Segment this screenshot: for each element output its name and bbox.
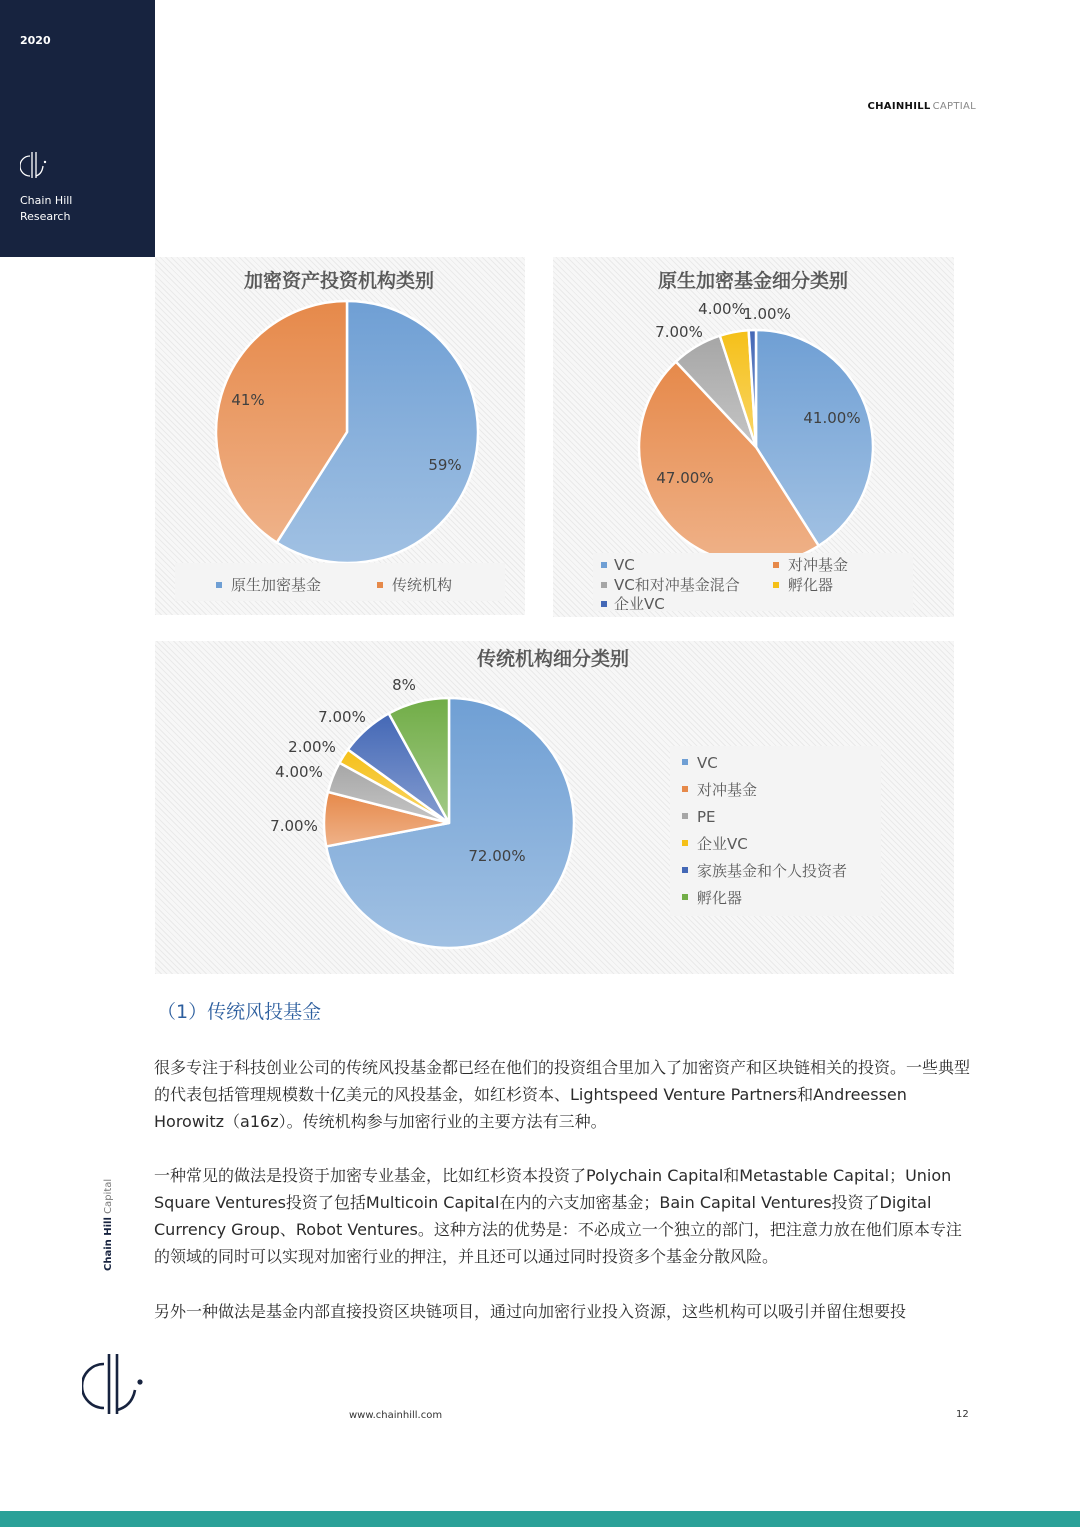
section-heading: （1）传统风投基金 (157, 1001, 322, 1023)
slice-label-native: 59% (428, 456, 462, 474)
legend-label-corpvc: 企业VC (614, 595, 665, 613)
legend-swatch-native (216, 582, 222, 588)
chart-title: 原生加密基金细分类别 (657, 270, 849, 292)
legend-swatch-incubator (682, 894, 688, 900)
research-label: Chain Hill Research (20, 194, 73, 223)
brand-bold: CHAINHILL (867, 101, 931, 112)
legend-swatch-hedge (682, 786, 688, 792)
footer-url[interactable]: www.chainhill.com (349, 1410, 443, 1421)
chart-traditional-types (155, 641, 954, 974)
legend-label-pe: PE (697, 808, 716, 826)
legend-swatch-corpvc (601, 601, 607, 607)
slice-label-vc: 41.00% (803, 409, 861, 427)
chart-investor-types-svg (155, 257, 525, 615)
legend-swatch-incubator (773, 582, 779, 588)
legend-label-incubator: 孵化器 (788, 576, 834, 594)
footer-logo-icon (82, 1350, 148, 1418)
legend-label-traditional: 传统机构 (392, 576, 453, 594)
legend-swatch-pe (682, 813, 688, 819)
legend-panel (175, 563, 505, 601)
slice-label-vc: 72.00% (468, 847, 526, 865)
slice-label-corpvc: 1.00% (743, 305, 791, 323)
bottom-accent-bar (0, 1511, 1080, 1527)
slice-label-incubator: 8% (392, 676, 416, 694)
sidebar-header (0, 0, 155, 257)
slice-label-incubator: 4.00% (698, 300, 746, 318)
legend-swatch-traditional (377, 582, 383, 588)
paragraph-3: 另外一种做法是基金内部直接投资区块链项目，通过向加密行业投入资源，这些机构可以吸引并留住想要投 (154, 1302, 907, 1321)
chart-traditional-types-svg (155, 641, 954, 974)
brand-light: CAPTIAL (932, 101, 976, 112)
slice-label-hedge: 47.00% (656, 469, 714, 487)
slice-label-mixed: 7.00% (655, 323, 703, 341)
legend-label-hedge: 对冲基金 (697, 781, 758, 799)
report-year: 2020 (20, 34, 51, 47)
legend-swatch-corpvc (682, 840, 688, 846)
legend-label-vc: VC (697, 754, 718, 772)
legend-swatch-vc (601, 562, 607, 568)
paragraph-1: 很多专注于科技创业公司的传统风投基金都已经在他们的投资组合里加入了加密资产和区块链相关的投资。一些典型的代表包括管理规模数十亿美元的风投基金，如红杉资本、Lightspeed Venture Partners和Andreessen Horowitz（a16z）。传统机构参与加密行业的主要方法有三种。 (154, 1058, 971, 1131)
legend-label-mixed: VC和对冲基金混合 (614, 576, 740, 594)
slice-label-pe: 4.00% (275, 763, 323, 781)
legend-swatch-family (682, 867, 688, 873)
legend-label-hedge: 对冲基金 (788, 556, 849, 574)
brand-mark (867, 101, 976, 112)
slice-label-hedge: 7.00% (270, 817, 318, 835)
chart-title: 传统机构细分类别 (476, 648, 630, 670)
legend-swatch-vc (682, 759, 688, 765)
legend-label-family: 家族基金和个人投资者 (697, 862, 848, 880)
chart-native-fund-types-svg (553, 257, 954, 617)
slice-label-traditional: 41% (231, 391, 265, 409)
chart-native-fund-types (553, 257, 954, 617)
side-brand-bold: Chain Hill (103, 1217, 114, 1271)
chart-title: 加密资产投资机构类别 (243, 270, 435, 292)
side-brand-light: Capital (103, 1178, 114, 1214)
slice-label-corpvc: 2.00% (288, 738, 336, 756)
slice-label-family: 7.00% (318, 708, 366, 726)
page-number: 12 (956, 1409, 969, 1420)
chart-investor-types (155, 257, 525, 615)
legend-swatch-hedge (773, 562, 779, 568)
legend-label-corpvc: 企业VC (697, 835, 748, 853)
side-brand-label (103, 1178, 117, 1271)
legend-label-native: 原生加密基金 (231, 576, 322, 594)
legend-swatch-mixed (601, 582, 607, 588)
legend-label-incubator: 孵化器 (697, 889, 743, 907)
legend-label-vc: VC (614, 556, 635, 574)
chainhill-logo-icon (20, 148, 50, 182)
paragraph-2: 一种常见的做法是投资于加密专业基金，比如红杉资本投资了Polychain Capital和Metastable Capital；Union Square Ventures投资了包括Multicoin Capital在内的六支加密基金；Bain Capital Ventures投资了Digital Currency Group、Robot Ventures。这种方法的优势是：不必成立一个独立的部门，把注意力放在他们原本专注的领域的同时可以实现对加密行业的押注，并且还可以通过同时投资多个基金分散风险。 (154, 1166, 962, 1266)
